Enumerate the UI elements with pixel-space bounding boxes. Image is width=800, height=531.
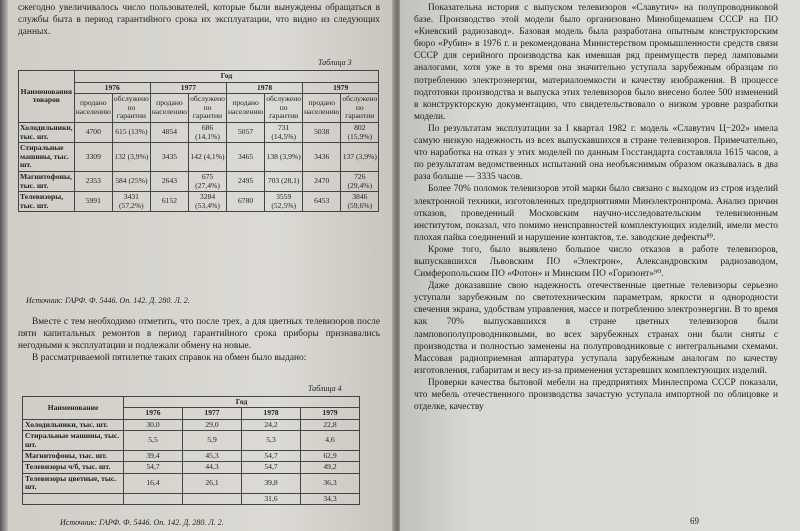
table-row [19,122,379,142]
cell: 22,8 [301,419,360,430]
cell: 3436 [303,143,341,172]
cell: 29,0 [183,419,242,430]
paragraph: Более 70% поломок телевизоров этой марки было связано с выходом из строя изделий электронной техники, изготовленных предприятиями Минэлектронпрома. Анализ причин отказов, проведенный Московским научно-исследовательским телевизионным институтом, показал, что помимо неисправностей комплектующих изделий, имели место плохая пайка соединений и нарушение контактов, т.е. заводские дефекты⁸⁹. [414,184,778,243]
cell: 6152 [150,192,188,212]
paragraph: Вместе с тем необходимо отметить, что после трех, а для цветных телевизоров после пяти капитальных ремонтов в период гарантийного срока приборы признавались негодными к эксплуатации и подлежали обмену на новые. [18,317,380,352]
cell: 34,3 [301,493,360,504]
table3-sub-serviced: обслужено по гарантии [265,94,303,123]
cell: 137 (3,9%) [341,143,379,172]
left-middle-text [18,316,380,364]
cell: 26,1 [183,473,242,493]
cell: 5038 [303,122,341,142]
table-4 [22,396,360,505]
cell: 54,7 [242,462,301,473]
cell: 686 (14,1%) [189,122,227,142]
table4-label: Таблица 4 [308,384,342,393]
table-row [19,192,379,212]
table3-sub-serviced: обслужено по гарантии [189,94,227,123]
left-intro [18,2,380,38]
row-name: Холодильники, тыс. шт. [19,122,75,142]
cell: 138 (3,9%) [265,143,303,172]
page-number: 69 [690,516,699,526]
cell: 30,0 [124,419,183,430]
table4-year: 1977 [183,408,242,419]
cell: 675 (27,4%) [189,171,227,191]
table3-year: 1976 [74,82,150,94]
cell: 49,2 [301,462,360,473]
cell: 5,9 [183,431,242,451]
cell: 39,4 [124,451,183,462]
table-row [23,473,360,493]
table3-sub-sold: продано населению [74,94,112,123]
right-text [414,2,778,413]
table3-year: 1979 [303,82,379,94]
cell: 39,8 [242,473,301,493]
table3-year: 1978 [226,82,302,94]
cell: 3284 (53,4%) [189,192,227,212]
cell: 6780 [226,192,264,212]
row-name: Магнитофоны, тыс. шт. [19,171,75,191]
cell: 5,5 [124,431,183,451]
cell: 36,3 [301,473,360,493]
cell: 584 (25%) [112,171,150,191]
cell: 24,2 [242,419,301,430]
cell: 54,7 [124,462,183,473]
table3-sub-sold: продано населению [226,94,264,123]
table3-label: Таблица 3 [318,58,352,67]
cell: 3435 [150,143,188,172]
left-page [0,0,394,531]
table-row [23,419,360,430]
cell [124,493,183,504]
cell: 5057 [226,122,264,142]
cell [183,493,242,504]
cell: 44,3 [183,462,242,473]
table-row [19,143,379,172]
cell: 2643 [150,171,188,191]
table-row [19,171,379,191]
table3-source: Источник: ГАРФ. Ф. 5446. Оп. 142. Д. 280. Л. 2. [26,296,190,305]
table4-year: 1979 [301,408,360,419]
cell: 54,7 [242,451,301,462]
intro-paragraph: сжегодно увеличивалось число пользователей, которые были вынуждены обращаться в службы быта в период гарантийного срока их эксплуатации, что видно из следующих данных. [18,3,380,38]
table-row [23,462,360,473]
cell: 2353 [74,171,112,191]
cell: 5,3 [242,431,301,451]
cell: 5991 [74,192,112,212]
cell: 4,6 [301,431,360,451]
row-name: Телевизоры ч/б, тыс. шт. [23,462,124,473]
cell: 3559 (52,5%) [265,192,303,212]
page-edge [0,0,8,531]
table-3 [18,70,379,212]
cell: 132 (3,9%) [112,143,150,172]
table3-sub-serviced: обслужено по гарантии [341,94,379,123]
paragraph: Проверки качества бытовой мебели на предприятиях Минлеспрома СССР показали, что мебель отечественного производства зачастую уступала импортной по облицовке и отделке, качеству [414,377,778,413]
cell: 45,3 [183,451,242,462]
table3-year: 1977 [150,82,226,94]
table3-sub-serviced: обслужено по гарантии [112,94,150,123]
cell: 142 (4,1%) [189,143,227,172]
table4-year: 1978 [242,408,301,419]
cell: 3846 (59,6%) [341,192,379,212]
cell: 703 (28,1) [265,171,303,191]
cell: 31,6 [242,493,301,504]
row-name: Стиральные машины, тыс. шт. [19,143,75,172]
cell: 2495 [226,171,264,191]
row-name: Телевизоры, тыс. шт. [19,192,75,212]
paragraph: Даже доказавшие свою надежность отечественные цветные телевизоры серьезно уступали зарубежным по светотехническим параметрам, яркости и однородности свечения экрана, удобствам управления, массе и потреблению электроэнергии. В то время как 70% выпускавшихся в стране цветных телевизоров были ламповополупроводниковыми, во всех зарубежных странах они были сняты с производства и полностью заменены на полупроводниковые с интегральными схемами. Массовая радиоприемная аппаратура уступала зарубежным аналогам по качеству изготовления, габаритам и весу из-за применения устаревших комплектующих изделий. [414,281,778,376]
cell: 3465 [226,143,264,172]
cell: 62,9 [301,451,360,462]
cell: 16,4 [124,473,183,493]
cell: 3309 [74,143,112,172]
paragraph: В рассматриваемой пятилетке таких справок на обмен было выдано: [32,353,307,364]
table-row [23,451,360,462]
paragraph: По результатам эксплуатации за I квартал 1982 г. модель «Славутич Ц−202» имела самую низкую надежность из всех выпускавшихся в стране телевизоров. Примечательно, что наработка на отказ у этих моделей по данным Госстандарта составляла 1615 часов, а по результатам ведомственных испытаний она необъяснимым образом оказывалась в два раза больше — 3335 часов. [414,123,778,183]
table4-year: 1976 [124,408,183,419]
table4-source: Источник: ГАРФ. Ф. 5446. Оп. 142. Д. 280. Л. 2. [60,518,224,527]
cell: 4700 [74,122,112,142]
row-name: Магнитофоны, тыс. шт. [23,451,124,462]
table3-head-year: Год [74,71,379,83]
cell: 731 (14,5%) [265,122,303,142]
cell: 6453 [303,192,341,212]
paragraph: Показательна история с выпуском телевизоров «Славутич» на полупроводниковой базе. Производство этой модели было организовано Минобщемашем СССР на ПО «Киевский радиозавод». Базовая модель была разработана опытным конструкторским бюро «Рубин» в 1976 г. и рекомендована Министерством промышленности средств связи СССР для серийного производства как имевшая ряд преимуществ перед ламповыми аналогами, хотя уже в то время она значительно уступала зарубежным образцам по потреблению электроэнергии, материалоемкости и качеству изображения. В процессе подготовки производства и выпуска этих телевизоров было внесено более 500 изменений в конструкторскую документацию, что свидетельствовало о низком уровне разработки модели. [414,3,778,122]
cell: 802 (15,9%) [341,122,379,142]
table3-sub-sold: продано населению [303,94,341,123]
table4-head-year: Год [124,397,360,408]
paragraph: Кроме того, было выявлено большое число отказов в работе телевизоров, выпускавшихся Львовским ПО «Электрон», Александровским радиозаводом, Симферопольским ПО «Фотон» и Минским ПО «Горизонт»⁹⁰. [414,244,778,280]
row-name: Холодильники, тыс. шт. [23,419,124,430]
row-name: Стиральные машины, тыс. шт. [23,431,124,451]
cell: 2470 [303,171,341,191]
table3-head-name: Наименования товаров [19,71,75,123]
table3-sub-sold: продано населению [150,94,188,123]
cell: 615 (13%) [112,122,150,142]
row-name: Телевизоры цветные, тыс. шт. [23,473,124,493]
table4-head-name: Наименование [23,397,124,420]
table-row [23,431,360,451]
cell: 726 (29,4%) [341,171,379,191]
cell: 3431 (57,2%) [112,192,150,212]
row-name [23,493,124,504]
table-row [23,493,360,504]
cell: 4854 [150,122,188,142]
